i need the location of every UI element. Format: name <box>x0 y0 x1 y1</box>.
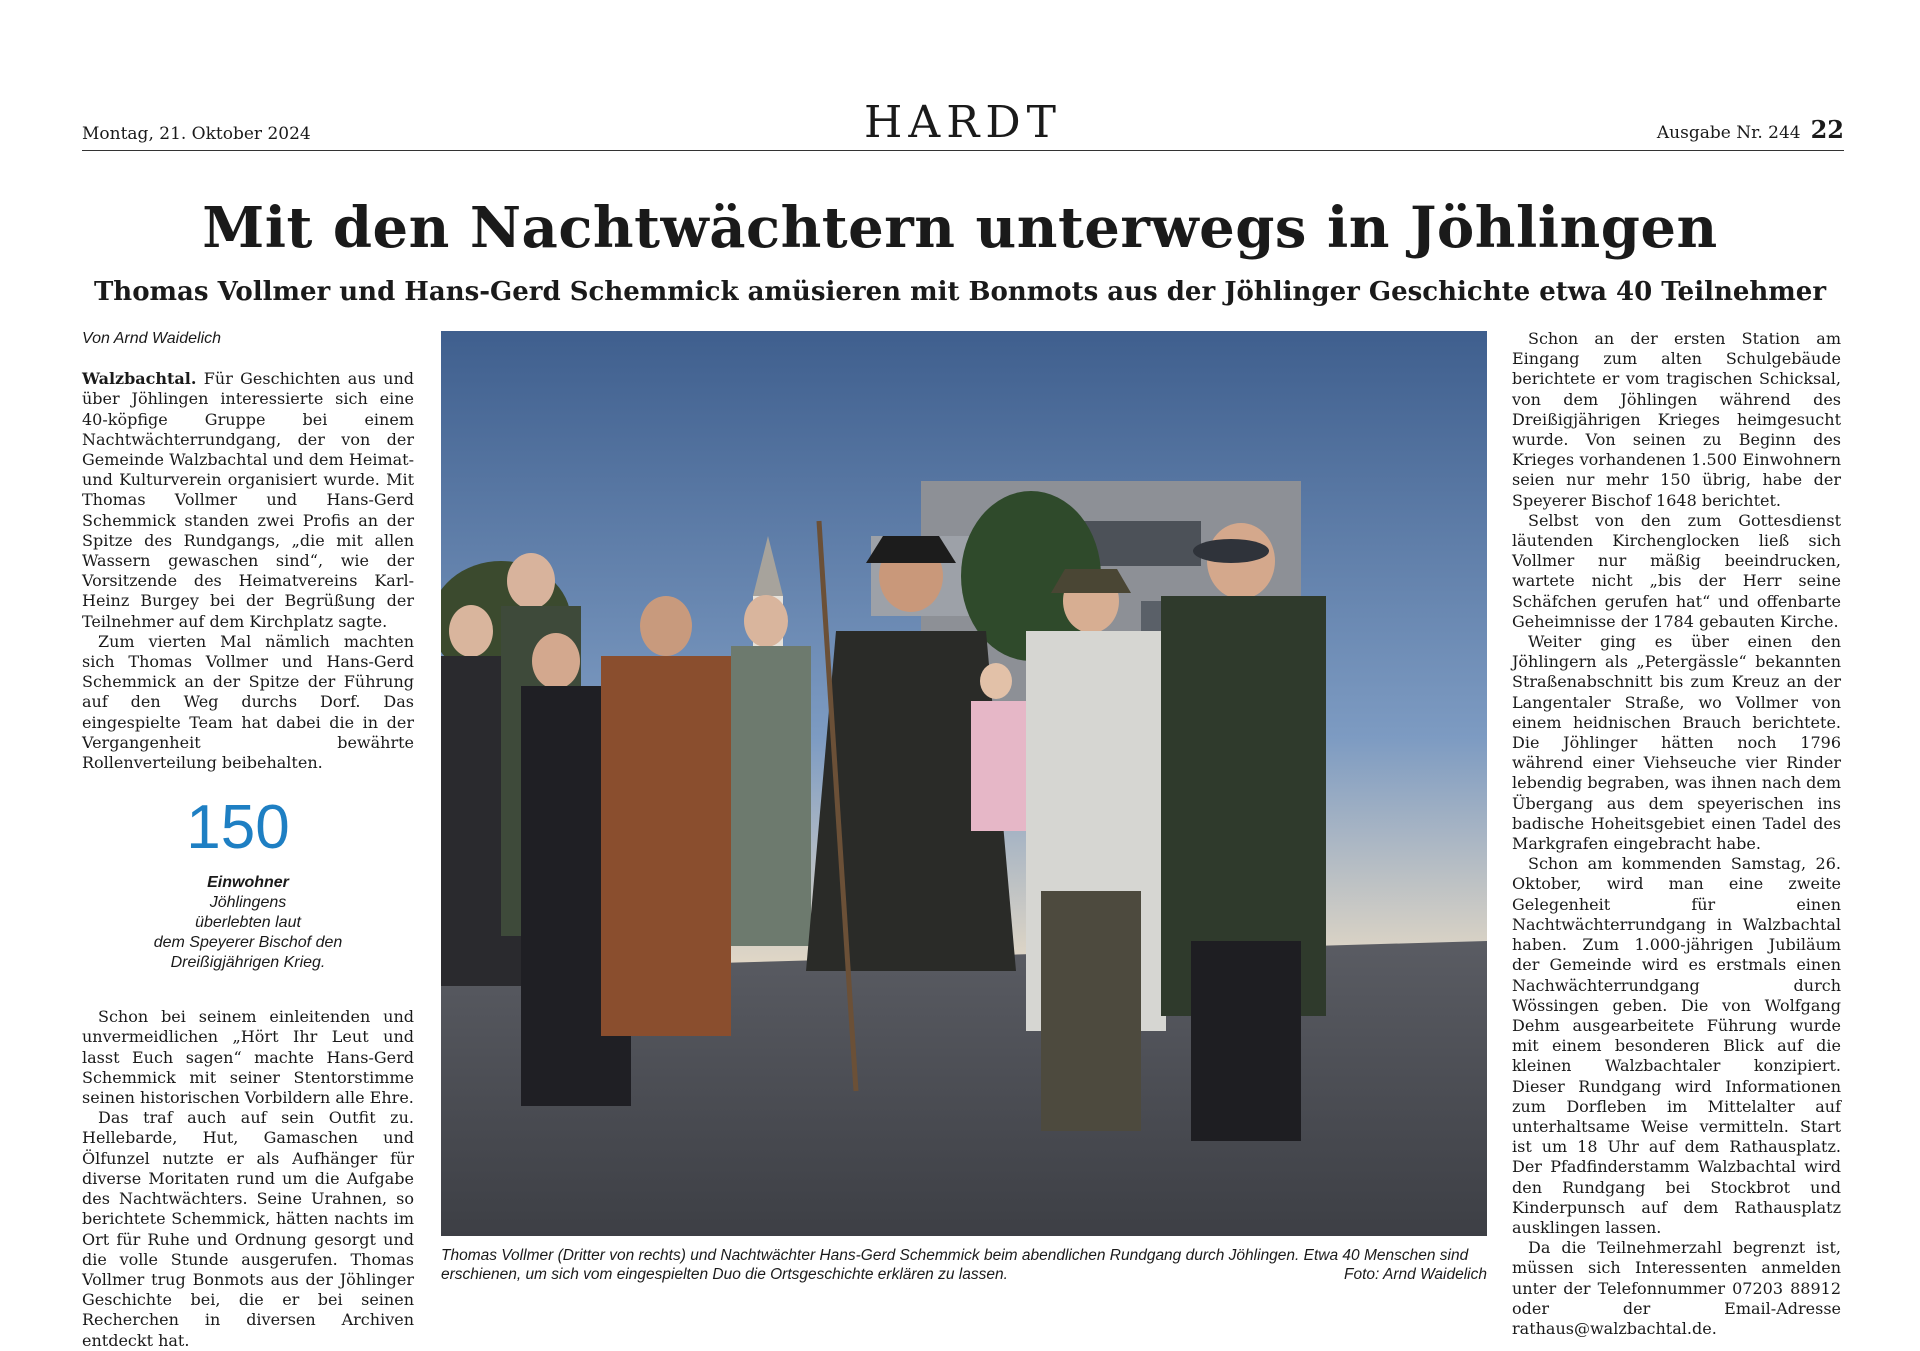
page-number: 22 <box>1810 115 1844 144</box>
article-photo <box>441 331 1487 1236</box>
fact-line: überlebten laut <box>195 914 301 932</box>
issue-date: Montag, 21. Oktober 2024 <box>82 124 311 144</box>
fact-number: 150 <box>186 793 290 863</box>
photo-credit: Foto: Arnd Waidelich <box>1343 1266 1487 1283</box>
page-header <box>82 98 1844 151</box>
section-title: HARDT <box>864 97 1062 148</box>
left-column <box>82 329 414 1351</box>
fact-line: Jöhlingens <box>209 894 287 912</box>
paragraph: Das traf auch auf sein Outfit zu. Hellebarde, Hut, Gamaschen und Ölfunzel nutzte er als Aufhänger für diverse Moritaten rund um die Aufgabe des Nachtwächters. Seine Urahnen, so berichtete Schemmick, hätten nachts im Ort für Ruhe und Ordnung gesorgt und die volle Stunde ausgerufen. Thomas Vollmer trug Bonmots aus der Jöhlinger Geschichte bei, die er bei seinen Recherchen in diversen Archiven entdeckt hat. <box>82 1108 414 1350</box>
caption-text: Thomas Vollmer (Dritter von rechts) und Nachtwächter Hans-Gerd Schemmick beim abendlichen Rundgang durch Jöhlingen. Etwa 40 Menschen sind erschienen, um sich vom eingespielten Duo die Ortsgeschichte erklären zu lassen. <box>441 1247 1469 1283</box>
photo-caption <box>441 1246 1487 1284</box>
fact-label: Einwohner <box>207 874 289 892</box>
fact-box <box>82 793 414 973</box>
paragraph: Selbst von den zum Gottesdienst läutenden Kirchenglocken ließ sich Vollmer nur mäßig beeindrucken, wartete nicht „bis der Herr seine Schäfchen gerufen hat“ und offenbarte Geheimnisse der 1784 gebauten Kirche. <box>1512 510 1841 631</box>
paragraph: Schon am kommenden Samstag, 26. Oktober, wird man eine zweite Gelegenheit für einen Nachtwächterrundgang in Walzbachtal haben. Zum 1.000-jährigen Jubiläum der Gemeinde wird es erstmals einen Nachwächterrundgang durch Wössingen geben. Die von Wolfgang Dehm ausgearbeitete Führung wurde mit einem besonderen Blick auf die kleinen Walzbachtaler konzipiert. Dieser Rundgang wird Informationen zum Dorfleben im Mittelalter auf unterhaltsame Weise vermitteln. Start ist um 18 Uhr auf dem Rathausplatz. Der Pfadfinderstamm Walzbachtal wird den Rundgang bei Stockbrot und Kinderpunsch auf dem Rathausplatz ausklingen lassen. <box>1512 854 1841 1237</box>
paragraph: Da die Teilnehmerzahl begrenzt ist, müssen sich Interessenten anmelden unter der Telefonnummer 07203 88912 oder der Email-Adresse rathaus@walzbachtal.de. <box>1512 1238 1841 1338</box>
fact-line: dem Speyerer Bischof den <box>153 934 343 952</box>
paragraph: Schon an der ersten Station am Eingang zum alten Schulgebäude berichtete er vom tragischen Schicksal, von dem Jöhlingen während des Dreißigjährigen Krieges heimgesucht wurde. Von seinen zu Beginn des Krieges vorhandenen 1.500 Einwohnern seien nur mehr 150 übrig, habe der Speyerer Bischof 1648 berichtet. <box>1512 329 1841 510</box>
paragraph: Weiter ging es über einen den Jöhlingern als „Petergässle“ bekannten Straßenabschnitt bis zum Kreuz an der Langentaler Straße, wo Vollmer von einem heidnischen Brauch berichtete. Die Jöhlinger hätten noch 1796 während einer Viehseuche vier Rinder lebendig begraben, was ihnen nach dem Übergang aus dem speyerischen ins badische Hoheitsgebiet einen Tadel des Markgrafen eingebracht habe. <box>1512 632 1841 854</box>
paragraph: Schon bei seinem einleitenden und unvermeidlichen „Hört Ihr Leut und lasst Euch sagen“ machte Hans-Gerd Schemmick mit seiner Stentorstimme seinen historischen Vorbildern alle Ehre. <box>82 1007 414 1108</box>
issue-number <box>1657 115 1844 144</box>
fact-line: Dreißigjährigen Krieg. <box>170 954 326 972</box>
issue-label: Ausgabe Nr. 244 <box>1656 123 1801 143</box>
article-headline: Mit den Nachtwächtern unterwegs in Jöhlingen <box>202 195 1718 261</box>
paragraph: Zum vierten Mal nämlich machten sich Thomas Vollmer und Hans-Gerd Schemmick an der Spitze der Führung auf den Weg durchs Dorf. Das eingespielte Team hat dabei die in der Vergangenheit bewährte Rollenverteilung beibehalten. <box>82 631 414 773</box>
photo-illustration <box>441 331 1487 1236</box>
right-column <box>1512 329 1841 1339</box>
byline: Von Arnd Waidelich <box>82 330 222 347</box>
article-subheadline: Thomas Vollmer und Hans-Gerd Schemmick amüsieren mit Bonmots aus der Jöhlinger Geschichte etwa 40 Teilnehmer <box>93 277 1827 307</box>
paragraph <box>82 369 414 632</box>
dateline-place: Walzbachtal. <box>82 369 197 389</box>
paragraph-text: Für Geschichten aus und über Jöhlingen interessierte sich eine 40-köpfige Gruppe bei einem Nachtwächterrundgang, der von der Gemeinde Walzbachtal und dem Heimat- und Kulturverein organisiert wurde. Mit Thomas Vollmer und Hans-Gerd Schemmick standen zwei Profis an der Spitze des Rundgangs, „die mit allen Wassern gewaschen sind“, wie der Vorsitzende des Heimatvereins Karl-Heinz Burgey bei der Begrüßung der Teilnehmer auf dem Kirchplatz sagte. <box>82 369 415 631</box>
